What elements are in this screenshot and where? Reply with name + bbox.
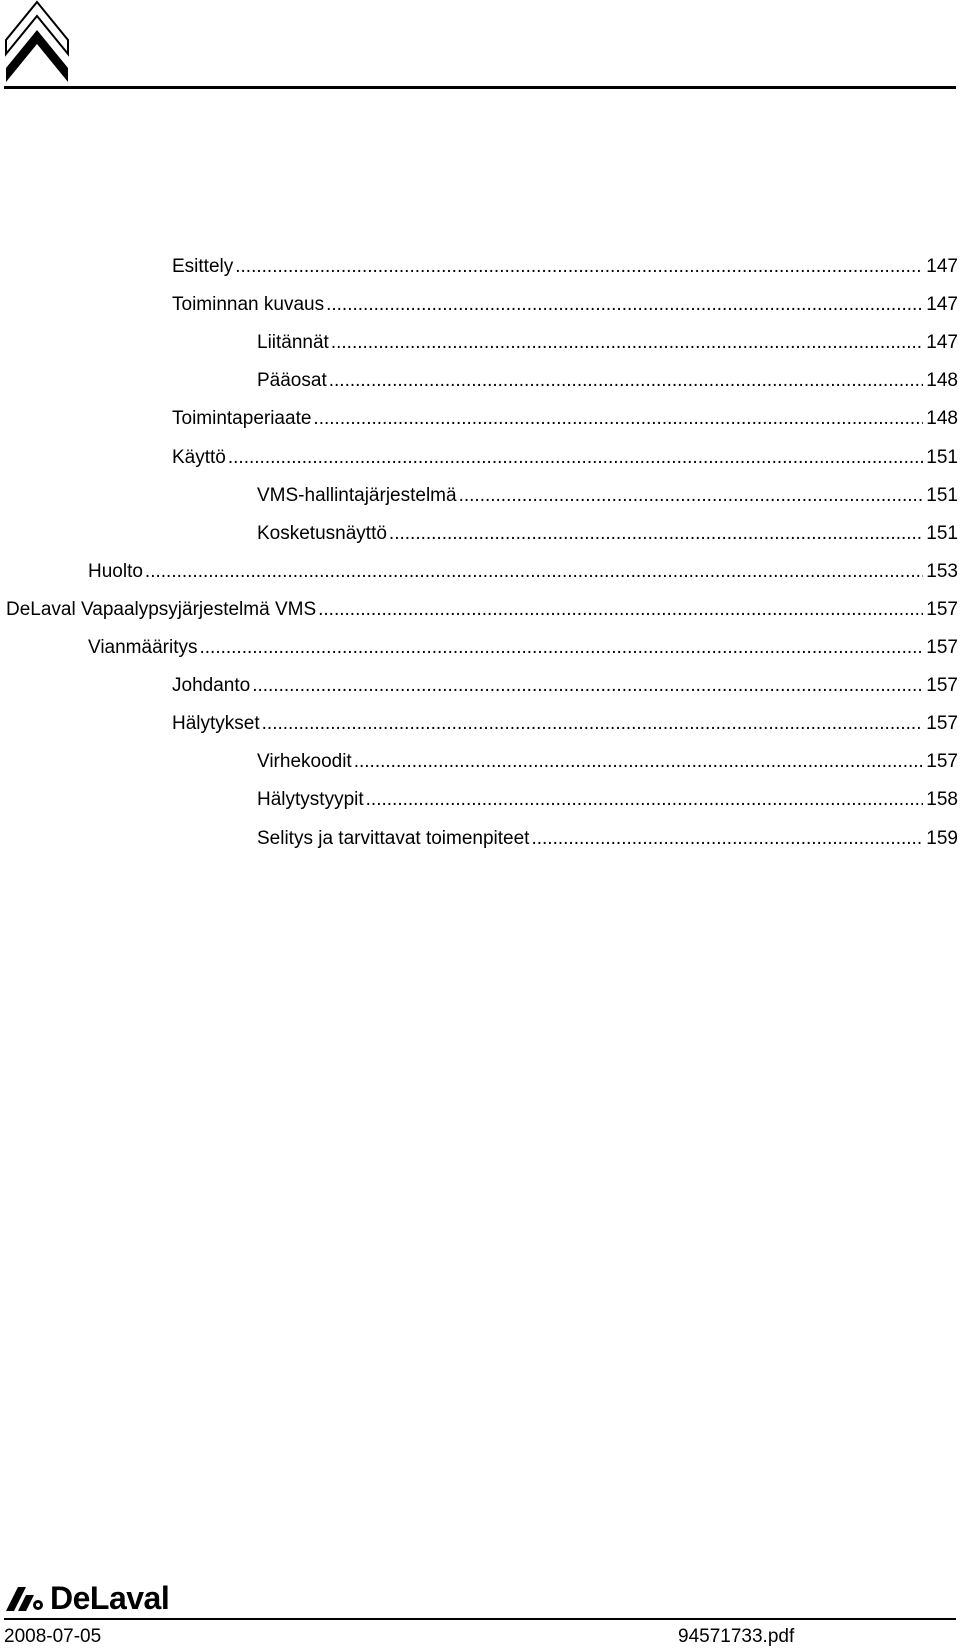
toc-entry[interactable]	[257, 369, 958, 409]
toc-dot-leader	[459, 484, 924, 508]
toc-dot-leader	[531, 827, 923, 851]
toc-dot-leader	[228, 446, 923, 470]
toc-entry[interactable]	[88, 560, 958, 600]
toc-entry-title: Toimintaperiaate	[172, 408, 312, 430]
toc-dot-leader	[199, 636, 923, 660]
toc-dot-leader	[331, 331, 923, 355]
toc-entry-page: 157	[926, 713, 958, 735]
toc-entry-page: 151	[926, 484, 958, 506]
footer-filename: 94571733.pdf	[678, 1626, 795, 1647]
delaval-logo	[4, 1581, 169, 1615]
toc-entry-title: Hälytykset	[172, 713, 260, 735]
toc-entry[interactable]	[172, 674, 958, 714]
toc-entry-title: Virhekoodit	[257, 751, 352, 773]
footer-date: 2008-07-05	[4, 1626, 102, 1647]
toc-dot-leader	[318, 598, 923, 622]
toc-entry-title: Kosketusnäyttö	[257, 522, 387, 544]
toc-entry-title: Liitännät	[257, 332, 329, 354]
toc-dot-leader	[145, 560, 923, 584]
delaval-symbol-icon	[4, 1583, 44, 1613]
toc-dot-leader	[389, 522, 923, 546]
toc-entry[interactable]	[172, 293, 958, 333]
toc-entry[interactable]	[88, 636, 958, 676]
toc-entry-title: DeLaval Vapaalypsyjärjestelmä VMS	[6, 598, 317, 620]
toc-entry-page: 159	[926, 827, 958, 849]
toc-entry-page: 147	[926, 332, 958, 354]
toc-entry-title: Selitys ja tarvittavat toimenpiteet	[257, 827, 530, 849]
toc-entry-page: 158	[926, 789, 958, 811]
footer-rule	[4, 1618, 956, 1620]
toc-entry[interactable]	[257, 522, 958, 562]
toc-entry-page: 153	[926, 560, 958, 582]
toc-entry-page: 157	[926, 637, 958, 658]
toc-entry[interactable]	[172, 446, 958, 486]
toc-entry[interactable]	[172, 255, 958, 295]
toc-entry[interactable]	[257, 331, 958, 371]
toc-entry-page: 151	[926, 446, 958, 468]
toc-entry-title: Hälytystyypit	[257, 789, 364, 811]
chevron-logo-icon	[4, 0, 70, 86]
toc-dot-leader	[326, 293, 923, 317]
toc-entry[interactable]	[257, 484, 958, 524]
toc-entry-title: Esittely	[172, 256, 234, 277]
toc-entry[interactable]	[257, 750, 958, 790]
toc-entry-title: Johdanto	[172, 675, 251, 697]
toc-entry-title: Pääosat	[257, 370, 327, 392]
toc-entry-page: 157	[926, 751, 958, 773]
toc-entry-page: 147	[926, 256, 958, 277]
footer-brand-text: DeLaval	[50, 1580, 170, 1616]
toc-entry-title: Huolto	[88, 560, 143, 582]
toc-entry-page: 147	[926, 294, 958, 316]
toc-entry-page: 157	[926, 675, 958, 697]
toc-entry-title: Vianmääritys	[88, 637, 198, 658]
toc-entry[interactable]	[6, 598, 958, 638]
toc-dot-leader	[354, 750, 924, 774]
toc-dot-leader	[366, 788, 924, 812]
toc-entry-title: VMS-hallintajärjestelmä	[257, 484, 457, 506]
toc-dot-leader	[262, 712, 924, 736]
toc-entry-page: 148	[926, 370, 958, 392]
header-rule	[4, 86, 956, 89]
toc-entry-title: Toiminnan kuvaus	[172, 294, 325, 316]
toc-dot-leader	[329, 369, 924, 393]
toc-entry-page: 151	[926, 522, 958, 544]
toc-dot-leader	[313, 407, 923, 431]
toc-entry-page: 148	[926, 408, 958, 430]
toc-entry[interactable]	[257, 827, 958, 867]
toc-entry[interactable]	[257, 788, 958, 828]
toc-entry-title: Käyttö	[172, 446, 226, 468]
toc-entry[interactable]	[172, 712, 958, 752]
toc-entry-page: 157	[926, 598, 958, 620]
toc-dot-leader	[252, 674, 923, 698]
toc-dot-leader	[235, 255, 923, 279]
toc-entry[interactable]	[172, 407, 958, 447]
